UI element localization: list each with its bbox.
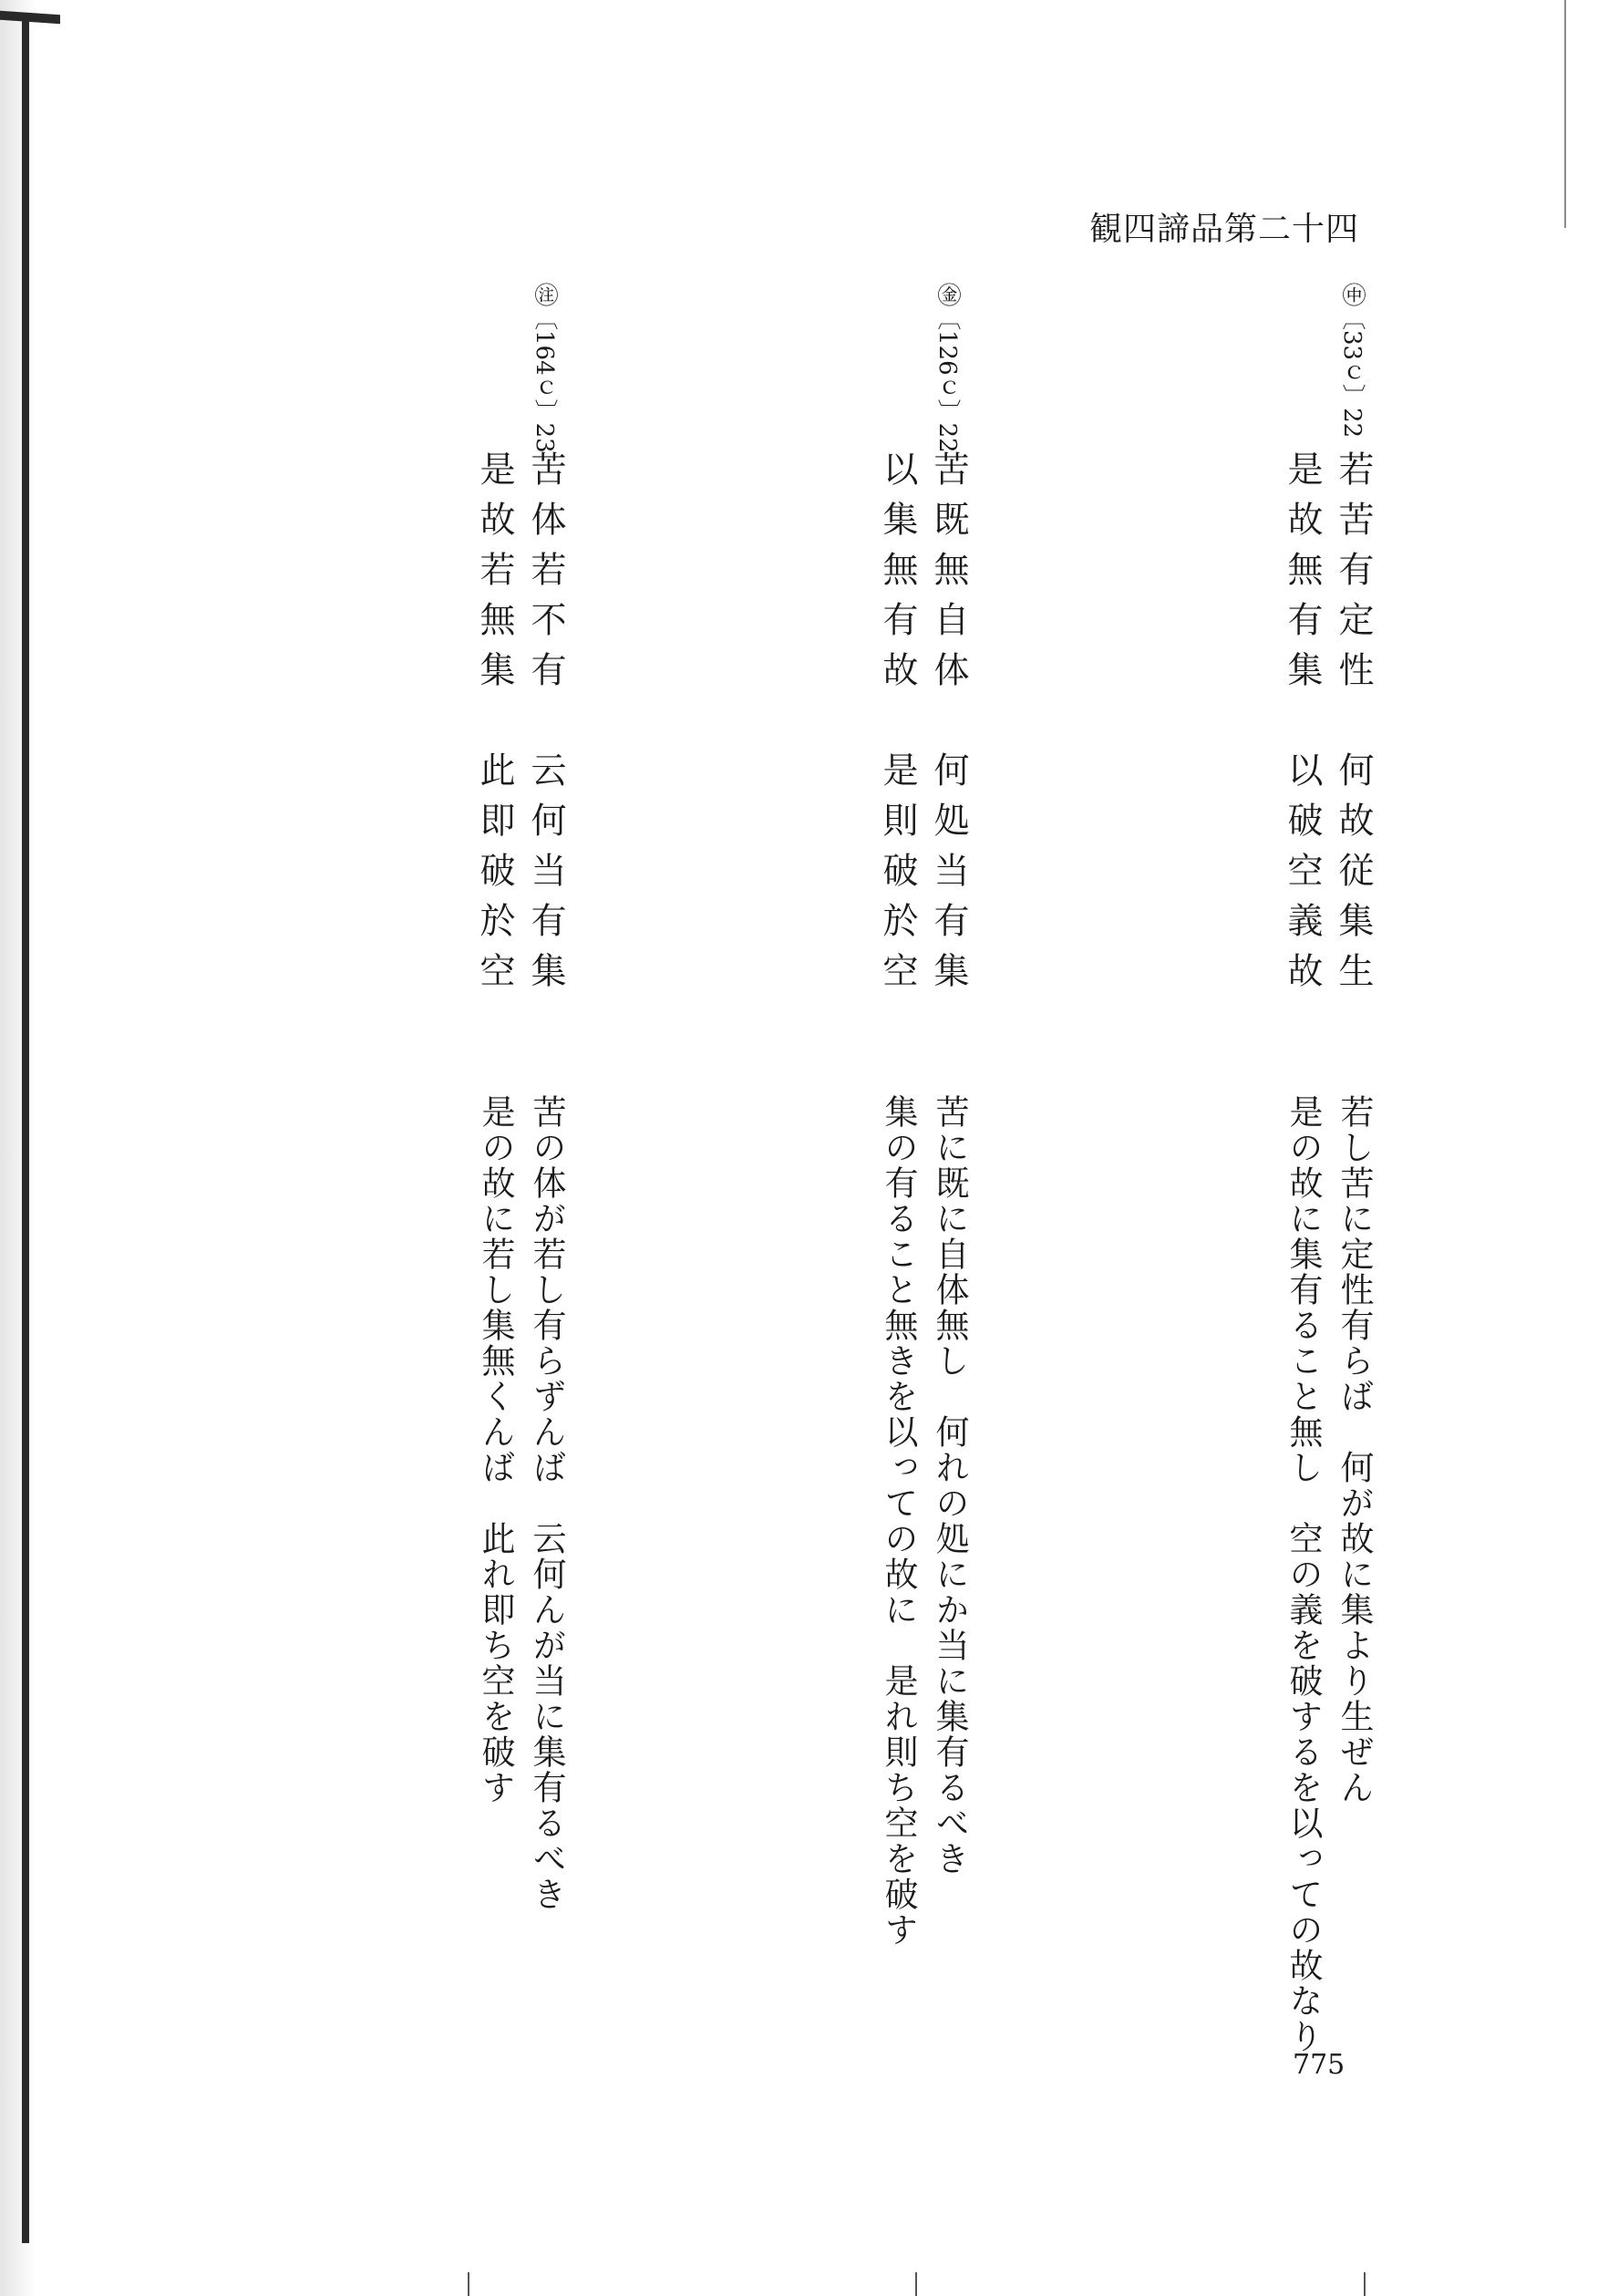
scan-tick — [1364, 2272, 1366, 2296]
verse-3-kanbun-line-2: 是故若無集 此即破於空 — [474, 450, 515, 1002]
scan-tick — [468, 2272, 469, 2296]
verse-1-source-ref: ㊥〔33ｃ〕22 — [1338, 283, 1366, 439]
verse-3-source-ref: ㊟〔164ｃ〕23 — [531, 283, 558, 453]
verse-1-reading-line-1: 若し苦に定性有らば 何が故に集より生ぜん — [1335, 1094, 1374, 1805]
verse-1-reading-line-2: 是の故に集有ること無し 空の義を破するを以っての故なり — [1284, 1094, 1323, 2054]
scan-tick — [915, 2272, 917, 2296]
binding-edge-line — [22, 18, 29, 2243]
running-head: 観四諦品第二十四 — [1089, 211, 1360, 248]
verse-3-reading-line-2: 是の故に若し集無くんば 此れ即ち空を破す — [476, 1094, 515, 1805]
verse-2-kanbun-line-1: 苦既無自体 何処当有集 — [928, 450, 969, 1002]
verse-2-kanbun-line-2: 以集無有故 是則破於空 — [877, 450, 918, 1002]
page-number: 775 — [1293, 2049, 1345, 2081]
verse-3-kanbun-line-1: 苦体若不有 云何当有集 — [525, 450, 566, 1002]
verse-2-source-ref: ㊎〔126ｃ〕22 — [933, 283, 961, 453]
scan-margin-line — [1564, 0, 1566, 228]
verse-1-kanbun-line-1: 若苦有定性 何故従集生 — [1333, 450, 1374, 1002]
verse-1-kanbun-line-2: 是故無有集 以破空義故 — [1282, 450, 1323, 1002]
verse-2-reading-line-2: 集の有ること無きを以っての故に 是れ則ち空を破す — [879, 1094, 918, 1948]
verse-3-reading-line-1: 苦の体が若し有らずんば 云何んが当に集有るべき — [527, 1094, 566, 1912]
scan-page-edge — [0, 0, 36, 2296]
scan-bottom-edge — [0, 2272, 1598, 2296]
verse-2-reading-line-1: 苦に既に自体無し 何れの処にか当に集有るべき — [930, 1094, 969, 1877]
